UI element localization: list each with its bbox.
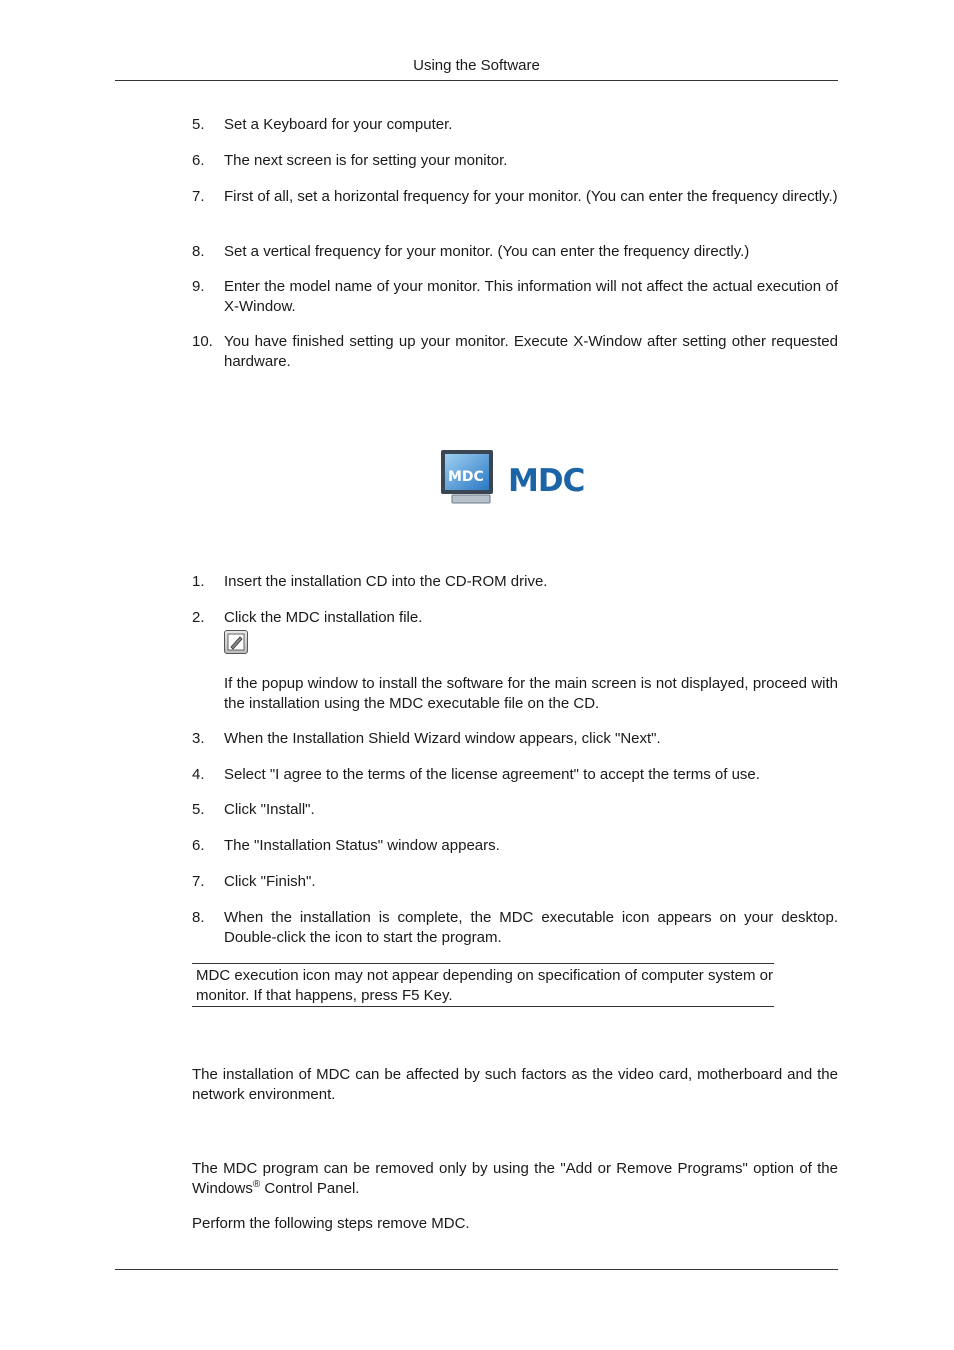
list-item [192,872,838,892]
list-item [192,729,838,749]
step-text: First of all, set a horizontal frequency for your monitor. (You can enter the frequency directly.) [224,188,838,205]
registered-mark: ® [252,1179,261,1190]
step-number: 2. [192,609,205,626]
step-number: 4. [192,766,205,783]
list-item [192,800,838,820]
list-item [192,908,838,948]
note-box-text: MDC execution icon may not appear depending on specification of computer system or monitor. If that happens, press F5 Key. [196,967,773,1004]
step-number: 1. [192,573,205,590]
step2-note-text: If the popup window to install the software for the main screen is not displayed, proceed with the installation using the MDC executable file on the CD. [224,675,838,712]
mdc-monitor-icon [438,447,502,507]
step-text: Click "Finish". [224,873,316,890]
step-text: When the installation is complete, the MDC executable icon appears on your desktop. Double-click the icon to start the program. [224,909,838,946]
header-rule [115,80,838,81]
step-number: 8. [192,243,205,260]
step-number: 6. [192,152,205,169]
step-text: The "Installation Status" window appears. [224,837,500,854]
step-number: 5. [192,801,205,818]
list-item [192,332,838,372]
step-text: The next screen is for setting your monitor. [224,152,508,169]
step-number: 10. [192,333,213,350]
step-text: Select "I agree to the terms of the license agreement" to accept the terms of use. [224,766,760,783]
step-number: 5. [192,116,205,133]
page-header-title: Using the Software [413,57,540,74]
list-item [192,608,838,628]
step-number: 7. [192,188,205,205]
step-text: Click "Install". [224,801,315,818]
step-number: 9. [192,278,205,295]
factors-paragraph: The installation of MDC can be affected by such factors as the video card, motherboard and the network environment. [192,1066,838,1103]
step-text: You have finished setting up your monitor. Execute X-Window after setting other requested hardware. [224,333,838,370]
remove-paragraph [192,1159,838,1199]
list-item [192,242,838,262]
step-number: 8. [192,909,205,926]
mdc-logo [438,447,598,507]
step-text: Insert the installation CD into the CD-ROM drive. [224,573,548,590]
step-number: 7. [192,873,205,890]
step-text: When the Installation Shield Wizard window appears, click "Next". [224,730,661,747]
list-item [192,765,838,785]
remove-text-a: The MDC program can be removed only by using the "Add or Remove Programs" option of the Windows [192,1160,838,1197]
step-text: Set a vertical frequency for your monitor. (You can enter the frequency directly.) [224,243,750,260]
step-number: 6. [192,837,205,854]
footer-rule [115,1269,838,1270]
note-box [192,963,774,1007]
step-text: Click the MDC installation file. [224,609,423,626]
remove-text-b: Control Panel. [260,1180,360,1197]
list-item [192,836,838,856]
note-pencil-icon [224,630,248,654]
step-text: Set a Keyboard for your computer. [224,116,453,133]
list-item [192,151,838,171]
list-item [192,572,838,592]
step-text: Enter the model name of your monitor. This information will not affect the actual execution of X-Window. [224,278,838,315]
mdc-logo-text: MDC [508,463,585,499]
perform-paragraph: Perform the following steps remove MDC. [192,1215,470,1232]
step-number: 3. [192,730,205,747]
list-item [192,115,838,135]
list-item [192,277,838,317]
list-item [192,187,838,207]
svg-text:MDC: MDC [448,469,484,485]
